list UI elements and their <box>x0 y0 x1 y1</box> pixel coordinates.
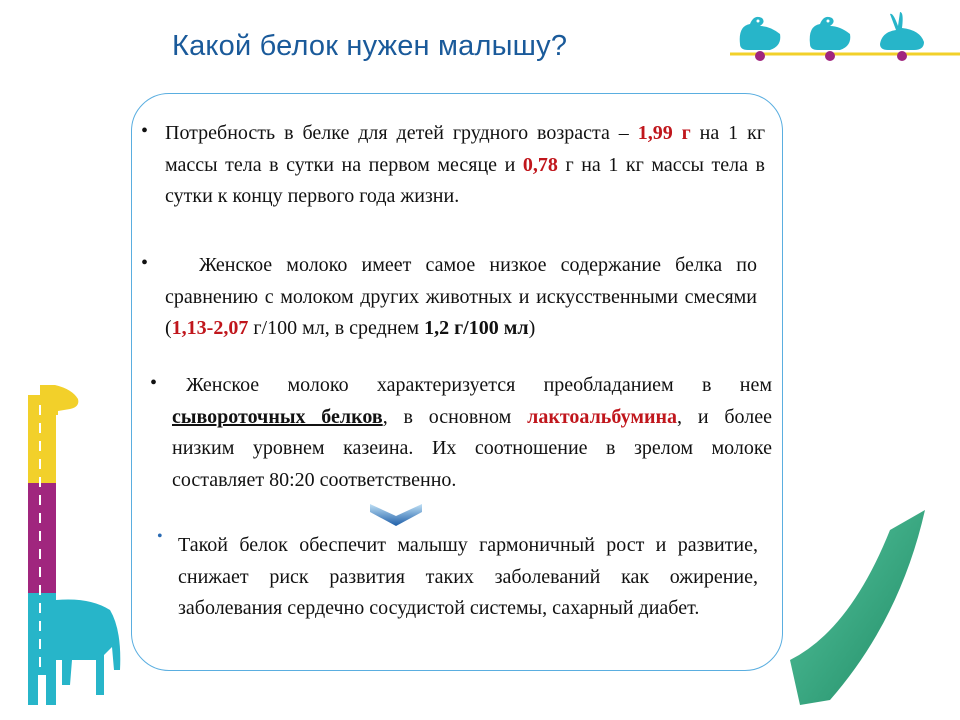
bullet-dot: • <box>141 252 149 274</box>
giraffe-height-chart-icon <box>0 385 140 715</box>
bullet-text: , в основном <box>382 405 528 428</box>
bullet-dot: • <box>150 372 158 394</box>
bullet-text: Женское молоко характеризуется преобладанием в нем <box>186 374 772 396</box>
bullet-milk-protein <box>165 250 757 345</box>
chevron-down-icon <box>368 502 424 528</box>
whey-term: сывороточных белков <box>172 405 383 428</box>
bullet-text: на 1 кг массы тела в сутки на первом месяце и <box>165 122 766 176</box>
highlight-value: 0,78 <box>522 153 558 176</box>
bullet-text: г/100 мл, в среднем <box>248 317 425 339</box>
optipro-badge-text: Белок OPTIPRO <box>800 413 952 630</box>
highlight-value: 1,2 г/100 мл <box>424 317 529 339</box>
bullet-whey-proteins <box>172 370 772 496</box>
bullet-text: Женское молоко имеет самое низкое содержание белка по сравнению с молоком других животных и искусственными смесями ( <box>165 254 757 339</box>
bullet-dot: • <box>157 528 163 545</box>
bullet-protein-need <box>165 118 765 213</box>
bullet-text: Потребность в белке для детей грудного возраста – <box>165 122 629 144</box>
slide-title: Какой белок нужен малышу? <box>172 30 568 62</box>
bullet-text: г на 1 кг массы тела в сутки к концу первого года жизни. <box>165 153 766 207</box>
animals-train-icon <box>730 4 960 74</box>
bullet-text: ) <box>528 317 536 339</box>
highlight-value: 1,99 г <box>637 122 691 144</box>
bullet-benefits <box>178 530 758 625</box>
highlight-value: 1,13-2,07 <box>171 317 249 339</box>
bullet-dot: • <box>141 120 149 142</box>
bullet-text: Такой белок обеспечит малышу гармоничный рост и развитие, снижает риск развития таких заболеваний как ожирение, заболевания сердечно сосудистой системы, сахарный диабет. <box>178 534 758 619</box>
lactalbumin-term: лактоальбумина <box>527 405 678 428</box>
bullet-text: , и более низким уровнем казеина. Их соотношение в зрелом молоке составляет 80:20 соответственно. <box>172 405 772 491</box>
